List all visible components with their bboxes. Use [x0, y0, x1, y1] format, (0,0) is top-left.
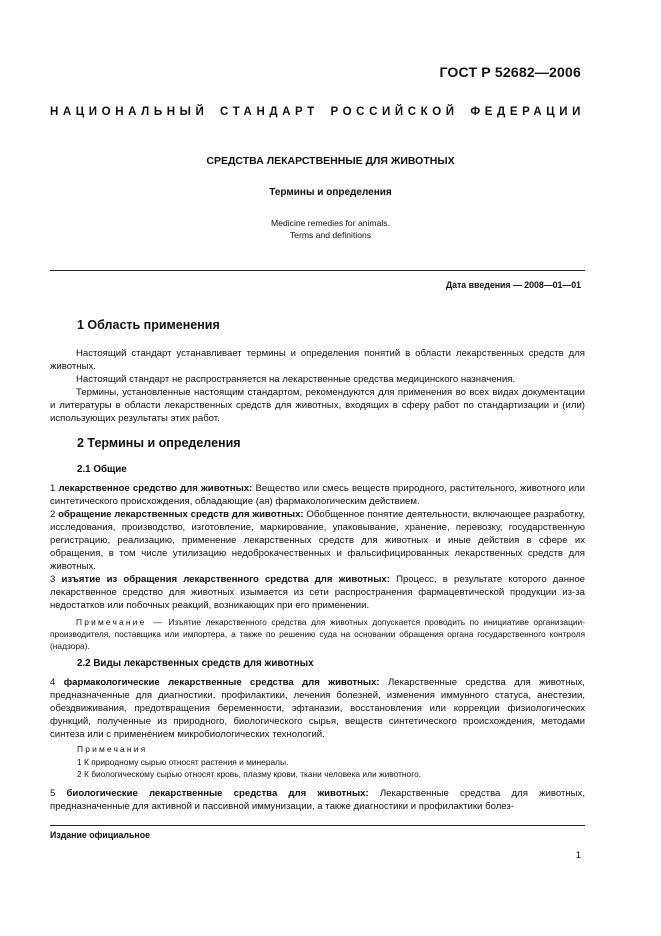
term-1-definition: Вещество или смесь веществ природного, растительного, животного или синтетического происхождения, обладающие (ая) фармакологическим действием. [50, 483, 585, 508]
term-5-name: биологические лекарственные средства для животных: [66, 788, 369, 799]
term-3-number: 3 [50, 574, 56, 585]
term-4-note-1: 1 К природному сырью относят растения и минералы. [77, 757, 289, 767]
term-1 [50, 482, 585, 508]
page-number: 1 [575, 850, 581, 861]
term-5-definition: Лекарственные средства для животных, предназначенные для активной и пассивной иммунизации, а также диагностики и профилактики болез- [50, 788, 586, 813]
notes-label: Примечания [77, 744, 148, 754]
section-1-paragraph-3: Термины, установленные настоящим стандартом, рекомендуются для применения во всех видах документации и литературы в области лекарственных средств для животных, входящих в сферу работ по стандартизации и (или) использующих результаты этих работ. [50, 387, 585, 425]
header-divider [50, 270, 585, 271]
english-title-line-2: Terms and definitions [289, 230, 372, 240]
introduction-date: Дата введения — 2008—01—01 [445, 280, 581, 290]
term-3-name: изъятие из обращения лекарственного средства для животных: [61, 574, 390, 585]
english-title-line-1: Medicine remedies for animals. [271, 218, 390, 228]
footer-divider [50, 825, 585, 826]
term-2-number: 2 [50, 509, 56, 520]
section-1-paragraph-2: Настоящий стандарт не распространяется на лекарственные средства медицинского назначения. [76, 374, 516, 385]
section-2-heading: 2 Термины и определения [77, 436, 241, 450]
document-title: СРЕДСТВА ЛЕКАРСТВЕННЫЕ ДЛЯ ЖИВОТНЫХ [206, 155, 455, 167]
term-2 [50, 508, 585, 573]
term-4-number: 4 [50, 677, 56, 688]
term-4 [50, 676, 585, 741]
section-1-paragraph-1: Настоящий стандарт устанавливает термины и определения понятий в области лекарственных средств для животных. [50, 348, 585, 373]
subsection-2-1-heading: 2.1 Общие [77, 464, 127, 475]
edition-label: Издание официальное [50, 830, 150, 840]
term-5-number: 5 [50, 788, 56, 799]
term-2-definition: Обобщенное понятие деятельности, включающее разработку, исследования, производство, изготовление, маркирование, упаковывание, хранение, перевозку, государственную регистрацию, реализацию, применение лекарственных средств для животных и иные действия в сфере их обращения, в том числе утилизацию недоброкачественных и фальсифицированных лекарственных средств для животных. [50, 509, 586, 573]
document-subtitle: Термины и определения [269, 187, 392, 198]
term-3-note [50, 616, 585, 652]
section-1-heading: 1 Область применения [77, 318, 220, 332]
national-standard-banner: НАЦИОНАЛЬНЫЙ СТАНДАРТ РОССИЙСКОЙ ФЕДЕРАЦИИ [50, 106, 585, 118]
term-5 [50, 787, 585, 813]
note-label: Примечание — [76, 617, 164, 627]
note-text: Изъятие лекарственного средства для животных допускается проводить по инициативе организации-производителя, поставщика или импортера, а также по решению суда на основании обращения органа государственного контроля (надзора). [50, 617, 586, 651]
term-3-definition: Процесс, в результате которого данное лекарственное средство для животных изымается из сети распространения фармацевтической продукции из-за недостатков или побочных реакций, возникающих при его применении. [50, 574, 586, 612]
term-4-name: фармакологические лекарственные средства для животных: [63, 677, 380, 688]
term-4-note-2: 2 К биологическому сырью относят кровь, плазму крови, ткани человека или животного. [77, 769, 422, 779]
standard-code: ГОСТ Р 52682—2006 [439, 64, 581, 80]
term-4-definition: Лекарственные средства для животных, предназначенные для диагностики, профилактики, лечения болезней, изменения иммунного статуса, анестезии, обездвиживания, предотвращения беременности, эфтаназии, восстановления или коррекции физиологических функций, полученные из природного, биологического сырья, веществ синтетического происхождения, методами синтеза или с применением микробиологических технологий. [50, 677, 585, 741]
term-2-name: обращение лекарственных средств для животных: [58, 509, 304, 520]
term-3 [50, 573, 585, 612]
term-1-number: 1 [50, 483, 56, 494]
term-1-name: лекарственное средство для животных: [58, 483, 253, 494]
subsection-2-2-heading: 2.2 Виды лекарственных средств для животных [77, 658, 314, 669]
term-4-notes-label [77, 743, 585, 755]
